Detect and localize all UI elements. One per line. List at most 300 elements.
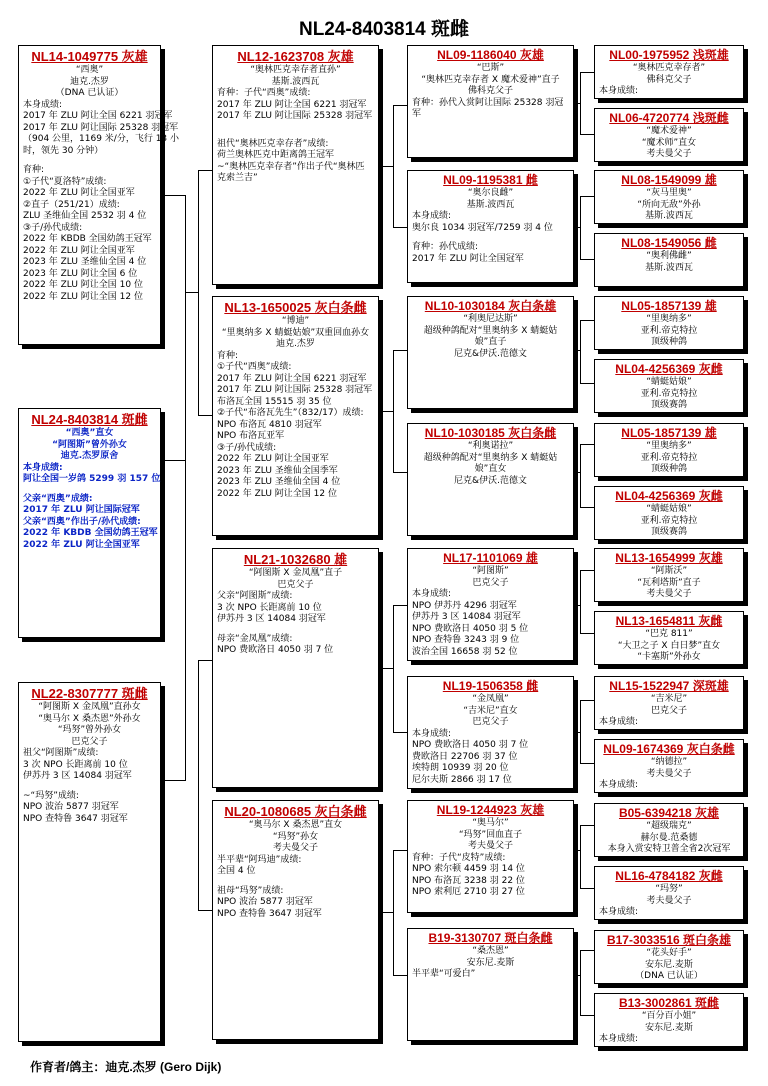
connector	[393, 350, 407, 351]
performance-line: 育种:	[217, 350, 239, 361]
pigeon-header-line: “博迪”	[281, 316, 310, 326]
pigeon-header-line: 亚利.帝克特拉	[640, 325, 698, 336]
performance-line: 全国 4 位	[217, 866, 256, 876]
pigeon-header-line: 娘”直女	[474, 464, 507, 474]
connector	[393, 105, 394, 227]
pigeon-header-line: “里奥纳多”	[646, 441, 692, 451]
performance-line: ①子代“夏洛特”成绩:	[23, 176, 107, 187]
pigeon-header-line: “奥林匹克幸存者直孙”	[250, 65, 341, 75]
ring-number: NL05-1857139 雄	[621, 299, 717, 313]
performance-line: NPO 布洛瓦 3238 羽 22 位	[412, 875, 525, 886]
performance-line: 克索兰吉”	[217, 173, 258, 183]
ancestor-card	[594, 296, 744, 350]
spacer	[217, 878, 374, 886]
ring-number: NL12-1623708 灰雄	[237, 49, 354, 64]
connector	[393, 227, 407, 228]
performance-line: NPO 布洛瓦亚军	[217, 431, 285, 441]
performance-line: 父亲“西奥”成绩:	[23, 493, 93, 504]
performance-line: 2017 年 ZLU 阿让全国 6221 羽冠军	[217, 373, 367, 384]
performance-line: 2023 年 ZLU 圣维仙全国 4 位	[217, 477, 341, 487]
connector	[574, 605, 580, 606]
connector	[580, 950, 594, 951]
pigeon-header-line: 基斯.波西瓦	[645, 211, 693, 221]
pigeon-header-line: 基斯.波西瓦	[271, 76, 320, 87]
connector	[580, 700, 581, 763]
ring-number: NL08-1549099 雄	[621, 173, 717, 187]
ring-number: NL09-1186040 灰雄	[437, 48, 544, 62]
pigeon-header-line: “里奥纳多 X 蜻蜓姑娘”双重回血孙女	[221, 327, 370, 338]
performance-line: 本身成绩:	[412, 589, 452, 599]
pigeon-header-line: 亚利.帝克特拉	[640, 515, 698, 526]
connector	[580, 259, 594, 260]
performance-line: 2022 年 ZLU 阿让全国 10 位	[23, 280, 143, 290]
pigeon-header-line: “玛努”孙女	[272, 831, 319, 842]
pigeon-header-line: “奥马尔”	[472, 818, 509, 828]
ring-number: NL20-1080685 灰白条雌	[224, 804, 367, 819]
connector	[580, 444, 594, 445]
performance-line: ~“玛努”成绩:	[23, 790, 79, 801]
performance-line: ①子代“西奥”成绩:	[217, 362, 292, 372]
performance-line: 阿让全国一岁鸽 5299 羽 157 位	[23, 474, 161, 484]
pigeon-header-line: “巴斯”	[476, 63, 505, 73]
pigeon-header-line: 巴克父子	[71, 736, 108, 747]
ring-number: B13-3002861 斑雌	[618, 996, 720, 1010]
ancestor-card	[594, 359, 744, 413]
pigeon-header-line: “金凤凰”	[472, 694, 509, 704]
performance-line: 本身成绩:	[599, 86, 639, 96]
performance-line: 育种:	[23, 165, 45, 175]
pigeon-header-line: 考夫曼父子	[646, 768, 692, 779]
ancestor-card	[594, 108, 744, 162]
connector	[580, 320, 594, 321]
performance-line: 祖代“奥林匹克幸存者”成绩:	[217, 138, 329, 149]
performance-line: 育种：孙代成绩:	[412, 242, 479, 252]
performance-line: 2017 年 ZLU 阿让国际 25328 羽冠军	[23, 122, 179, 133]
performance-line: 2017 年 ZLU 阿让全国冠军	[412, 253, 524, 264]
pigeon-header-line: “西奥”	[75, 65, 104, 75]
performance-line: 父亲“西奥”作出子/孙代成绩:	[23, 516, 141, 527]
ring-number: NL16-4784182 灰雌	[615, 869, 723, 883]
ancestor-card	[594, 170, 744, 224]
ancestor-card	[594, 993, 744, 1047]
ring-number: NL09-1674369 灰白条雌	[603, 742, 735, 756]
pigeon-header-line: “奥利佛雌”	[646, 251, 692, 261]
pigeon-header-line: “吉米尼”	[650, 694, 688, 704]
performance-line: NPO 查特鲁 3243 羽 9 位	[412, 635, 520, 645]
page-title: NL24-8403814 斑雌	[298, 19, 470, 40]
performance-line: 育种：子代“西奥”成绩:	[217, 88, 311, 98]
ancestor-card	[594, 803, 744, 857]
pigeon-header-line: “奥马尔 X 桑杰恩”直女	[248, 820, 343, 830]
pigeon-header-line: “奥林匹克幸存者”	[632, 63, 706, 73]
pigeon-header-line: 顶级赛鸽	[650, 400, 687, 410]
performance-line: 伊苏丹 3 区 14084 羽冠军	[23, 771, 132, 781]
ring-number: NL15-1522947 深斑雄	[609, 679, 729, 693]
performance-line: 2022 年 ZLU 阿让全国亚军	[217, 454, 329, 464]
connector	[580, 633, 594, 634]
pigeon-header-line: 安东尼.麦斯	[645, 959, 693, 970]
pigeon-header-line: “奥马尔 X 桑杰恩”外孙女	[38, 713, 141, 724]
pigeon-header-line: 巴克父子	[277, 579, 314, 590]
spacer	[217, 123, 374, 131]
connector	[393, 975, 407, 976]
pigeon-header-line: “魔术爱神”	[646, 126, 692, 136]
performance-line: 育种：子代“皮特”成绩:	[412, 852, 506, 863]
connector	[393, 472, 407, 473]
ring-number: NL00-1975952 浅斑雄	[609, 48, 729, 62]
performance-line: NPO 波治 5877 羽冠军	[23, 802, 119, 812]
performance-line: 费欧洛日 22706 羽 37 位	[412, 751, 518, 762]
pigeon-header-line: 安东尼.麦斯	[466, 957, 515, 968]
connector	[198, 170, 199, 415]
connector	[580, 383, 594, 384]
ring-number: NL14-1049775 灰雄	[31, 49, 148, 64]
performance-line: NPO 费欧洛日 4050 羽 7 位	[217, 645, 334, 655]
performance-line: 伊苏丹 3 区 14084 羽冠军	[217, 614, 326, 624]
connector	[580, 196, 594, 197]
performance-line: 祖母“玛努”成绩:	[217, 885, 284, 896]
performance-line: 2017 年 ZLU 阿让全国 6221 羽冠军	[23, 111, 173, 121]
performance-line: NPO 索尔顿 4459 羽 14 位	[412, 864, 525, 874]
connector	[198, 415, 212, 416]
pigeon-header-line: 顶级种鸽	[650, 464, 687, 474]
performance-line: ②子代“布洛瓦先生”（832/17）成绩:	[217, 408, 364, 418]
pigeon-header-line: “阿图斯 X 金凤凰”直子	[248, 568, 343, 578]
performance-line: 2022 年 ZLU 阿让全国亚军	[23, 245, 135, 256]
ring-number: NL13-1650025 灰白条雌	[224, 300, 367, 315]
connector	[580, 570, 581, 633]
performance-line: 2022 年 KBDB 全国幼鸽王冠军	[23, 528, 158, 538]
pigeon-header-line: “玛努”回血直子	[458, 829, 523, 840]
pigeon-header-line: 赫尔曼.范桑德	[640, 832, 698, 843]
pigeon-header-line: 考夫曼父子	[646, 895, 692, 906]
pigeon-header-line: 巴克父子	[472, 717, 509, 727]
pigeon-header-line: “奥尔良雌”	[467, 188, 514, 198]
pigeon-header-line: “纳德拉”	[650, 757, 688, 767]
great-grandparent-card	[407, 928, 574, 1041]
ancestor-card	[594, 548, 744, 602]
ring-number: NL04-4256369 灰雌	[615, 489, 723, 503]
great-grandparent-card	[407, 296, 574, 409]
performance-line: 父亲“阿图斯”成绩:	[217, 591, 293, 601]
ring-number: B17-3033516 斑白条雄	[606, 933, 732, 947]
ring-number: B19-3130707 斑白条雌	[428, 931, 553, 945]
connector	[574, 732, 580, 733]
great-grandparent-card	[407, 45, 574, 158]
pigeon-header-line: 迪克.杰罗	[276, 339, 315, 349]
spacer	[217, 131, 374, 139]
connector	[580, 72, 594, 73]
pigeon-header-line: “花头好手”	[646, 948, 692, 958]
pigeon-header-line: 超级种鸽配对“里奥纳多 X 蜻蜓姑	[423, 452, 558, 463]
performance-line: （904 公里，1169 米/分，飞行 13 小	[23, 134, 180, 144]
performance-line: 本身成绩:	[599, 1034, 639, 1044]
connector	[580, 320, 581, 383]
performance-line: 祖父“阿图斯”成绩:	[23, 748, 99, 758]
great-grandparent-card	[407, 800, 574, 913]
pigeon-header-line: “瓦利塔斯”直子	[637, 577, 701, 588]
ring-number: NL08-1549056 雌	[621, 236, 717, 250]
performance-line: 3 次 NPO 长距离前 10 位	[217, 602, 322, 613]
ring-number: NL05-1857139 雄	[621, 426, 717, 440]
ring-number: NL06-4720774 浅斑雌	[609, 111, 729, 125]
connector	[393, 605, 407, 606]
connector	[379, 912, 393, 913]
performance-line: 半平辈“可爱白”	[412, 969, 476, 979]
spacer	[217, 626, 374, 634]
ring-number: B05-6394218 灰雄	[618, 806, 720, 820]
connector	[574, 350, 580, 351]
ring-number: NL09-1195381 雌	[443, 173, 538, 187]
connector	[574, 850, 580, 851]
performance-line: 2017 年 ZLU 阿让国际 25328 羽冠军	[217, 385, 373, 395]
connector	[580, 700, 594, 701]
performance-line: 布洛瓦全国 15515 羽 35 位	[217, 396, 332, 407]
performance-line: 2023 年 ZLU 圣维仙全国季军	[217, 465, 338, 476]
pigeon-header-line: 基斯.波西瓦	[645, 262, 693, 273]
connector	[580, 1015, 594, 1016]
performance-line: ③子/孙代成绩:	[23, 222, 83, 233]
pigeon-header-line: 迪克.杰罗原舍	[60, 451, 119, 461]
pigeon-header-line: （DNA 已认证）	[635, 971, 703, 981]
performance-line: 本身成绩:	[23, 462, 63, 473]
pigeon-header-line: “巴克 811”	[645, 629, 693, 639]
connector	[186, 292, 198, 293]
great-grandparent-card	[407, 548, 574, 661]
pigeon-header-line: “玛努”曾外孙女	[57, 725, 122, 735]
ancestor-card	[594, 739, 744, 793]
pigeon-header-line: 亚利.帝克特拉	[640, 388, 698, 399]
performance-line: 本身成绩:	[412, 211, 452, 221]
ring-number: NL04-4256369 灰雌	[615, 362, 723, 376]
pigeon-header-line: “百分百小姐”	[641, 1011, 697, 1021]
ring-number: NL17-1101069 雄	[443, 551, 538, 565]
connector	[198, 170, 212, 171]
pigeon-header-line: “灰马里奥”	[646, 188, 692, 198]
connector	[574, 472, 580, 473]
performance-line: NPO 波治 5877 羽冠军	[217, 897, 313, 907]
connector	[161, 780, 185, 781]
performance-line: 2022 年 ZLU 阿让全国亚军	[23, 539, 140, 550]
performance-line: NPO 查特鲁 3647 羽冠军	[23, 813, 128, 824]
performance-line: 荷兰奥林匹克中距离鸽王冠军	[217, 150, 335, 160]
pigeon-header-line: 娘”直子	[474, 337, 507, 347]
connector	[393, 350, 394, 472]
ring-number: NL10-1030185 灰白条雌	[424, 426, 557, 440]
spacer	[23, 783, 156, 791]
performance-line: 尼尔夫斯 2866 羽 17 位	[412, 774, 512, 785]
connector	[161, 460, 185, 461]
performance-line: NPO 布洛瓦 4810 羽冠军	[217, 419, 322, 430]
connector	[393, 850, 394, 975]
performance-line: 母亲“金凤凰”成绩:	[217, 633, 293, 644]
pigeon-header-line: 本身入赏安特卫普全省2次冠军	[607, 844, 731, 854]
performance-line: 时，领先 30 分钟）	[23, 145, 104, 156]
pigeon-header-line: “阿斯沃”	[650, 566, 688, 576]
pigeon-header-line: “魔术师”直女	[641, 137, 697, 148]
ring-number: NL10-1030184 灰白条雄	[424, 299, 557, 313]
pigeon-header-line: 考夫曼父子	[646, 589, 692, 599]
pigeon-header-line: “超级瑞克”	[646, 821, 692, 831]
performance-line: 本身成绩:	[599, 780, 639, 790]
connector	[574, 975, 580, 976]
ancestor-card	[594, 611, 744, 665]
performance-line: 波治全国 16658 羽 52 位	[412, 646, 518, 657]
pigeon-header-line: “卡塞斯”外孙女	[637, 652, 701, 662]
connector	[198, 660, 212, 661]
performance-line: NPO 费欧洛日 4050 羽 5 位	[412, 623, 529, 634]
performance-line: 埃特朗 10939 羽 20 位	[412, 763, 509, 773]
pigeon-header-line: 安东尼.麦斯	[645, 1022, 693, 1033]
ring-number: NL22-8307777 斑雌	[31, 686, 148, 701]
performance-line: 奥尔良 1034 羽冠军/7259 羽 4 位	[412, 222, 553, 233]
pigeon-header-line: 佛科克父子	[646, 74, 692, 85]
performance-line: 2017 年 ZLU 阿让国际冠军	[23, 505, 140, 515]
ring-number: NL19-1244923 灰雄	[436, 803, 545, 817]
connector	[580, 825, 581, 888]
connector	[161, 195, 185, 196]
ring-number: NL24-8403814 斑雌	[31, 412, 148, 427]
connector	[580, 825, 594, 826]
performance-line: ZLU 圣维仙全国 2532 羽 4 位	[23, 211, 147, 221]
pigeon-header-line: 迪克.杰罗	[70, 76, 109, 87]
connector	[580, 950, 581, 1015]
performance-line: 育种：孙代入赏阿让国际 25328 羽冠	[412, 97, 564, 108]
performance-line: 伊苏丹 3 区 14084 羽冠军	[412, 612, 521, 622]
connector	[580, 134, 594, 135]
connector	[185, 195, 186, 781]
pigeon-header-line: “阿图斯 X 金凤凰”直孙女	[38, 702, 141, 712]
sire-card	[18, 45, 180, 345]
connector	[379, 668, 393, 669]
connector	[580, 570, 594, 571]
great-grandparent-card	[407, 676, 574, 789]
pigeon-header-line: “里奥纳多”	[646, 314, 692, 324]
connector	[580, 888, 594, 889]
pigeon-header-line: “利奥尼达斯”	[463, 314, 518, 324]
connector	[198, 660, 199, 910]
performance-line: 本身成绩:	[23, 99, 63, 110]
ring-number: NL21-1032680 雄	[243, 552, 348, 567]
breeder-footer: 作育者/鸽主：迪克.杰罗 (Gero Dijk)	[30, 1060, 222, 1074]
ancestor-card	[594, 423, 744, 477]
performance-line: 2022 年 ZLU 阿让全国亚军	[23, 188, 135, 198]
spacer	[412, 234, 569, 242]
performance-line: 本身成绩:	[412, 728, 452, 739]
pigeon-header-line: 顶级赛鸽	[650, 527, 687, 537]
pigeon-header-line: 尼克&伊沃.范德文	[454, 348, 527, 359]
ring-number: NL13-1654811 灰雌	[615, 614, 723, 628]
connector	[393, 850, 407, 851]
ancestor-card	[594, 486, 744, 540]
performance-line: 3 次 NPO 长距离前 10 位	[23, 759, 128, 770]
performance-line: 2022 年 ZLU 阿让全国 12 位	[23, 291, 143, 302]
performance-line: ~“奥林匹克幸存者”作出子代“奥林匹	[217, 161, 365, 172]
grandparent-card	[212, 548, 379, 788]
dam-card	[18, 682, 161, 1042]
performance-line: 2017 年 ZLU 阿让全国 6221 羽冠军	[217, 99, 367, 110]
connector	[393, 105, 407, 106]
performance-line: NPO 费欧洛日 4050 羽 7 位	[412, 740, 529, 750]
pigeon-header-line: 考夫曼父子	[646, 149, 692, 159]
pigeon-header-line: “吉米尼”直女	[463, 705, 518, 716]
performance-line: ②直子（251/21）成绩:	[23, 199, 120, 210]
grandparent-card	[212, 800, 379, 1040]
connector	[574, 227, 580, 228]
pigeon-header-line: （DNA 已认证）	[55, 88, 124, 98]
pigeon-header-line: “蜻蜓姑娘”	[646, 377, 692, 387]
ancestor-card	[594, 930, 744, 984]
great-grandparent-card	[407, 170, 574, 283]
performance-line: NPO 查特鲁 3647 羽冠军	[217, 908, 322, 919]
performance-line: 半平辈“阿玛迪”成绩:	[217, 854, 302, 865]
pigeon-header-line: 尼克&伊沃.范德文	[454, 475, 527, 486]
connector	[580, 444, 581, 507]
performance-line: 本身成绩:	[599, 717, 639, 727]
pigeon-header-line: 巴克父子	[472, 577, 509, 588]
pigeon-header-line: 亚利.帝克特拉	[640, 452, 698, 463]
performance-line: 2017 年 ZLU 阿让国际 25328 羽冠军	[217, 111, 373, 121]
ring-number: NL19-1506358 雌	[442, 679, 539, 693]
pigeon-header-line: “蜻蜓姑娘”	[646, 504, 692, 514]
performance-line: ③子/孙代成绩:	[217, 442, 277, 453]
grandparent-card	[212, 45, 379, 285]
connector	[580, 507, 594, 508]
connector	[580, 763, 594, 764]
pigeon-header-line: 顶级种鸽	[650, 337, 687, 347]
connector	[574, 103, 580, 104]
ancestor-card	[594, 45, 744, 99]
performance-line: 2022 年 ZLU 阿让全国 12 位	[217, 488, 337, 499]
pigeon-header-line: 考夫曼父子	[272, 843, 318, 853]
performance-line: 军	[412, 109, 422, 119]
pigeon-header-line: 巴克父子	[650, 705, 687, 716]
performance-line: NPO 伊苏丹 4296 羽冠军	[412, 600, 517, 611]
grandparent-card	[212, 296, 379, 536]
pigeon-header-line: 考夫曼父子	[467, 841, 513, 851]
spacer	[23, 486, 156, 494]
ancestor-card	[594, 866, 744, 920]
ring-number: NL13-1654999 灰雄	[615, 551, 723, 565]
ancestor-card	[594, 676, 744, 730]
connector	[198, 910, 212, 911]
pigeon-header-line: “奥林匹克幸存者 X 魔术爱神”直子	[421, 74, 560, 85]
ancestor-card	[594, 233, 744, 287]
great-grandparent-card	[407, 423, 574, 536]
connector	[393, 732, 407, 733]
connector	[379, 166, 393, 167]
performance-line: 本身成绩:	[599, 907, 639, 917]
pigeon-header-line: “桑杰恩”	[472, 946, 509, 956]
connector	[393, 605, 394, 732]
pigeon-header-line: “阿图斯”曾外孙女	[52, 439, 127, 450]
subject-card	[18, 408, 161, 638]
pigeon-header-line: “所向无敌”外孙	[637, 199, 701, 210]
connector	[379, 411, 393, 412]
spacer	[23, 157, 156, 165]
connector	[580, 196, 581, 259]
performance-line: 2023 年 ZLU 阿让全国 6 位	[23, 268, 138, 279]
pigeon-header-line: 佛科克父子	[467, 86, 513, 96]
connector	[580, 72, 581, 134]
pigeon-header-line: “玛努”	[655, 884, 683, 894]
performance-line: 2022 年 KBDB 全国幼鸽王冠军	[23, 234, 152, 244]
pigeon-header-line: “利奥诺拉”	[467, 441, 514, 451]
performance-line: 2023 年 ZLU 圣维仙全国 4 位	[23, 257, 147, 267]
pigeon-header-line: “阿图斯”	[472, 566, 509, 576]
pigeon-header-line: 基斯.波西瓦	[466, 199, 515, 210]
performance-line: NPO 索利厄 2710 羽 27 位	[412, 887, 525, 897]
